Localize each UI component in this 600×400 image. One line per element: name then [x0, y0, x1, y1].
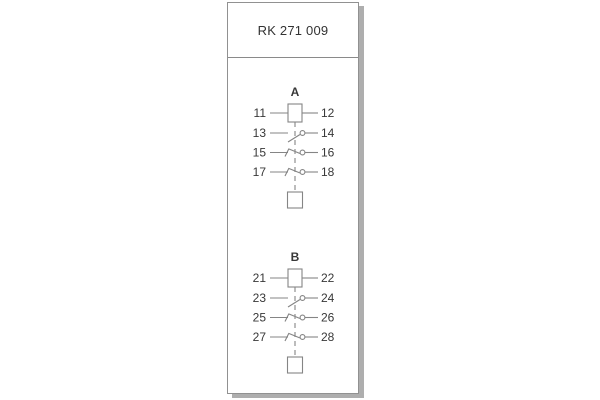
terminal-label-left: 13	[252, 126, 266, 140]
fixed-contact-circle	[300, 335, 305, 340]
terminal-label-left: 15	[252, 145, 266, 160]
module-title: RK 271 009	[257, 22, 329, 38]
coil-symbol	[288, 104, 302, 122]
contact-row-back	[253, 146, 335, 160]
fixed-contact-circle	[300, 150, 305, 155]
section-label: B	[290, 250, 300, 264]
fixed-contact-circle	[300, 315, 305, 320]
fixed-contact-circle	[300, 296, 305, 301]
terminal-label-left: 21	[252, 271, 266, 285]
contact-blade	[288, 300, 300, 308]
armature-square	[288, 357, 303, 373]
contact-row-back	[253, 165, 335, 179]
terminal-label-left: 27	[252, 330, 266, 344]
relay-schematic-diagram	[228, 58, 358, 393]
section-A	[253, 85, 335, 208]
terminal-label-right: 18	[321, 165, 335, 179]
section-label: A	[290, 85, 300, 99]
terminal-label-right: 16	[321, 145, 335, 160]
terminal-label-right: 14	[321, 126, 335, 140]
terminal-label-left: 11	[253, 106, 266, 120]
contact-row-back	[253, 330, 335, 344]
terminal-label-left: 23	[252, 291, 266, 305]
relay-module-plate	[227, 2, 359, 394]
terminal-label-right: 28	[321, 330, 335, 344]
terminal-label-right: 24	[321, 291, 335, 305]
section-B	[253, 250, 335, 373]
coil-symbol	[288, 269, 302, 287]
contact-blade	[288, 135, 300, 143]
terminal-label-right: 12	[321, 106, 335, 120]
fixed-contact-circle	[300, 131, 305, 136]
armature-square	[288, 192, 303, 208]
contact-row-front	[253, 291, 335, 307]
contact-row-back	[253, 311, 335, 325]
contact-row-front	[253, 126, 335, 142]
terminal-label-right: 22	[321, 271, 335, 285]
terminal-label-left: 25	[252, 310, 266, 325]
fixed-contact-circle	[300, 170, 305, 175]
terminal-label-left: 17	[252, 165, 266, 179]
module-title-bar	[228, 3, 358, 58]
terminal-label-right: 26	[321, 310, 335, 325]
